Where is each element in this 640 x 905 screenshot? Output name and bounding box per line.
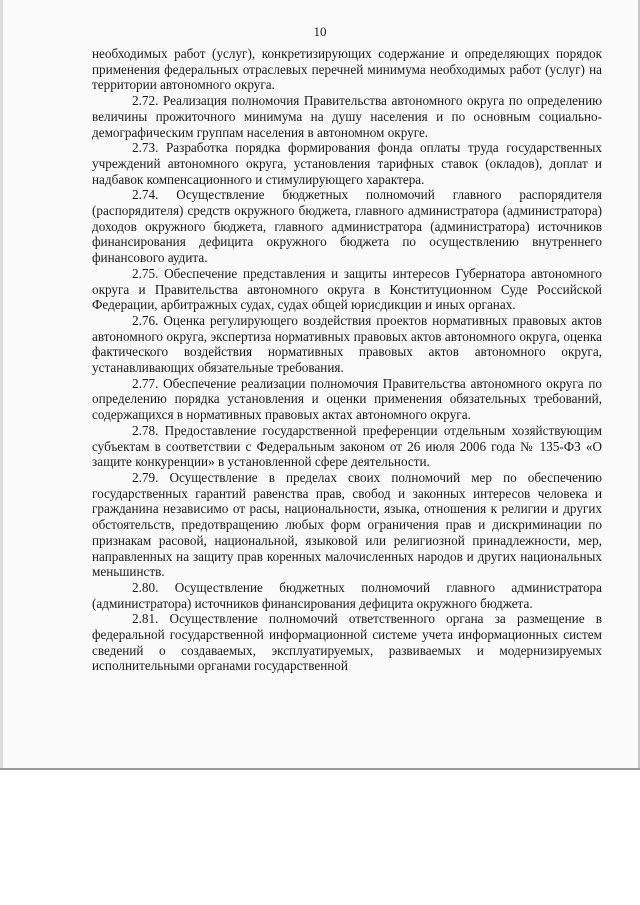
paragraph-2-75: 2.75. Обеспечение представления и защиты интересов Губернатора автономного округа и Правительства автономного округа в Конституционном Суде Российской Федерации, арбитражных судах, судах общей юрисдикции и иных органах.: [92, 265, 602, 313]
paragraph-2-80: 2.80. Осуществление бюджетных полномочий главного администратора (администратора) источников финансирования дефицита окружного бюджета.: [92, 579, 602, 611]
paragraph-2-79: 2.79. Осуществление в пределах своих полномочий мер по обеспечению государственных гарантий равенства прав, свобод и законных интересов человека и гражданина независимо от расы, национальности, языка, отношения к религии и других обстоятельств, предотвращению любых форм ограничения прав и дискриминации по признакам расовой, национальной, языковой или религиозной принадлежности, мер, направленных на защиту прав коренных малочисленных народов и других национальных меньшинств.: [92, 469, 602, 580]
document-body: [92, 46, 602, 674]
paragraph-2-74: 2.74. Осуществление бюджетных полномочий главного распорядителя (распорядителя) средств окружного бюджета, главного администратора (администратора) доходов окружного бюджета, главного администратора (администратора) источников финансирования дефицита окружного бюджета по осуществлению внутреннего финансового аудита.: [92, 187, 602, 266]
paragraph-2-76: 2.76. Оценка регулирующего воздействия проектов нормативных правовых актов автономного округа, экспертиза нормативных правовых актов автономного округа, оценка фактического воздействия нормативных правовых актов автономного округа, устанавливающих обязательные требования.: [92, 312, 602, 376]
paragraph-continuation: необходимых работ (услуг), конкретизирующих содержание и определяющих порядок применения федеральных отраслевых перечней минимума необходимых работ (услуг) на территории автономного округа.: [92, 46, 602, 93]
paragraph-2-78: 2.78. Предоставление государственной преференции отдельным хозяйствующим субъектам в соответствии с Федеральным законом от 26 июля 2006 года № 135-ФЗ «О защите конкуренции» в установленной сфере деятельности.: [92, 422, 602, 470]
page-number: 10: [313, 24, 327, 39]
paragraph-2-77: 2.77. Обеспечение реализации полномочия Правительства автономного округа по определению порядка установления и оценки применения обязательных требований, содержащихся в нормативных правовых актах автономного округа.: [92, 375, 602, 423]
scan-edge: [0, 0, 3, 768]
paragraph-2-73: 2.73. Разработка порядка формирования фонда оплаты труда государственных учреждений автономного округа, установления тарифных ставок (окладов), доплат и надбавок компенсационного и стимулирующего характера.: [92, 140, 602, 187]
paragraph-2-72: 2.72. Реализация полномочия Правительства автономного округа по определению величины прожиточного минимума на душу населения и по основным социально-демографическим группам населения в автономном округе.: [92, 93, 602, 140]
paragraph-2-81: 2.81. Осуществление полномочий ответственного органа за размещение в федеральной государственной информационной системе учета информационных систем сведений о создаваемых, эксплуатируемых, развиваемых и модернизируемых исполнительными органами государственной: [92, 611, 602, 674]
